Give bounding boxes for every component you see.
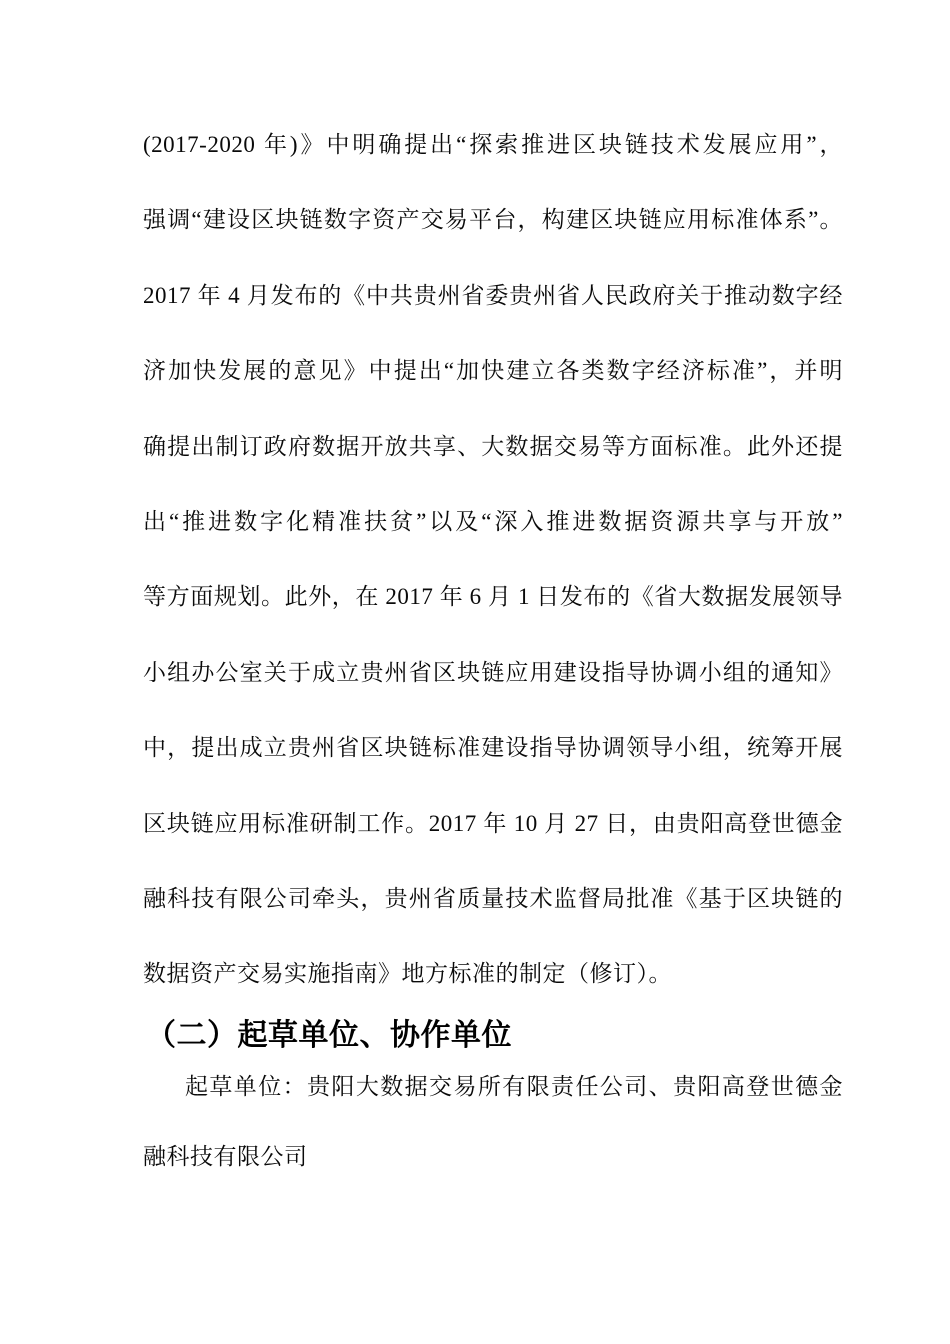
text-line: 2017 年 4 月发布的《中共贵州省委贵州省人民政府关于推动数字经 xyxy=(143,282,843,308)
text-line: 起草单位：贵阳大数据交易所有限责任公司、贵阳高登世德金 xyxy=(185,1074,843,1099)
paragraph-drafting-units xyxy=(143,1052,843,1192)
text-line: 数据资产交易实施指南》地方标准的制定（修订）。 xyxy=(143,961,672,987)
section-heading-drafting-units: （二）起草单位、协作单位 xyxy=(146,1019,512,1052)
text-line: 出“推进数字化精准扶贫”以及“深入推进数据资源共享与开放” xyxy=(143,508,843,534)
text-line: 等方面规划。此外，在 2017 年 6 月 1 日发布的《省大数据发展领导 xyxy=(143,584,843,610)
text-line: 强调“建设区块链数字资产交易平台，构建区块链应用标准体系”。 xyxy=(143,207,843,233)
text-line: 中，提出成立贵州省区块链标准建设指导协调领导小组，统筹开展 xyxy=(143,735,843,761)
text-line: (2017-2020 年)》中明确提出“探索推进区块链技术发展应用”， xyxy=(143,132,843,157)
text-line: 融科技有限公司 xyxy=(143,1144,308,1169)
text-line: 确提出制订政府数据开放共享、大数据交易等方面标准。此外还提 xyxy=(143,433,843,459)
text-line: 济加快发展的意见》中提出“加快建立各类数字经济标准”，并明 xyxy=(143,358,843,384)
text-line: 区块链应用标准研制工作。2017 年 10 月 27 日，由贵阳高登世德金 xyxy=(143,810,843,836)
paragraph-policy-background xyxy=(143,107,843,1012)
text-line: 小组办公室关于成立贵州省区块链应用建设指导协调小组的通知》 xyxy=(143,659,843,685)
text-line: 融科技有限公司牵头，贵州省质量技术监督局批准《基于区块链的 xyxy=(143,885,843,911)
